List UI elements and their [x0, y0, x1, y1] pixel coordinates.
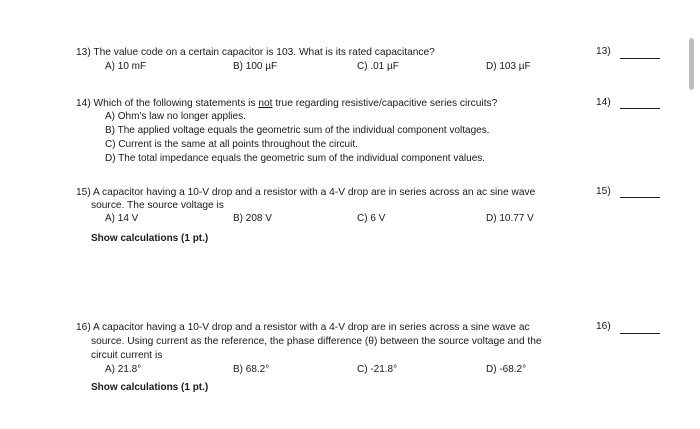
q13-option-b: B) 100 µF: [233, 61, 278, 72]
q13-answer-blank[interactable]: [620, 58, 660, 59]
q15-answer-blank[interactable]: [620, 197, 660, 198]
q14-answer-number: 14): [596, 97, 611, 108]
q15-text-line1: 15) A capacitor having a 10-V drop and a resistor with a 4-V drop are in series across an ac sine wave: [76, 187, 536, 198]
q14-statement-a: A) Ohm's law no longer applies.: [105, 111, 246, 122]
q13-option-a: A) 10 mF: [105, 61, 147, 72]
question-13-text: 13) The value code on a certain capacitor is 103. What is its rated capacitance?: [76, 47, 435, 58]
q16-option-d: D) -68.2°: [486, 364, 527, 375]
q16-option-c: C) -21.8°: [357, 364, 398, 375]
q15-show-calculations: Show calculations (1 pt.): [91, 233, 209, 244]
question-14-text: [76, 97, 497, 110]
q16-text-line2: source. Using current as the reference, the phase difference (θ) between the source voltage and the: [91, 336, 542, 347]
q15-option-c: C) 6 V: [357, 213, 386, 224]
q14-text-after: true regarding resistive/capacitive series circuits?: [272, 98, 498, 109]
q13-option-c: C) .01 µF: [357, 61, 399, 72]
q14-answer-blank[interactable]: [620, 108, 660, 109]
q15-option-b: B) 208 V: [233, 213, 272, 224]
scrollbar[interactable]: [689, 38, 694, 90]
q16-text-line3: circuit current is: [91, 350, 163, 361]
q14-statement-d: D) The total impedance equals the geometric sum of the individual component values.: [105, 153, 486, 164]
q15-option-a: A) 14 V: [105, 213, 139, 224]
q14-text-before: 14) Which of the following statements is: [76, 98, 259, 109]
q15-option-d: D) 10.77 V: [486, 213, 534, 224]
q15-answer-number: 15): [596, 186, 611, 197]
q13-answer-number: 13): [596, 46, 611, 57]
q16-show-calculations: Show calculations (1 pt.): [91, 382, 209, 393]
q16-option-b: B) 68.2°: [233, 364, 270, 375]
q14-statement-b: B) The applied voltage equals the geometric sum of the individual component voltages.: [105, 125, 490, 136]
q14-statement-c: C) Current is the same at all points throughout the circuit.: [105, 139, 358, 150]
q14-text-underlined: not: [258, 98, 273, 109]
q16-option-a: A) 21.8°: [105, 364, 142, 375]
q16-answer-number: 16): [596, 321, 611, 332]
q13-option-d: D) 103 µF: [486, 61, 531, 72]
q16-answer-blank[interactable]: [620, 333, 660, 334]
q16-text-line1: 16) A capacitor having a 10-V drop and a resistor with a 4-V drop are in series across a sine wave ac: [76, 322, 530, 333]
q15-text-line2: source. The source voltage is: [91, 200, 224, 211]
